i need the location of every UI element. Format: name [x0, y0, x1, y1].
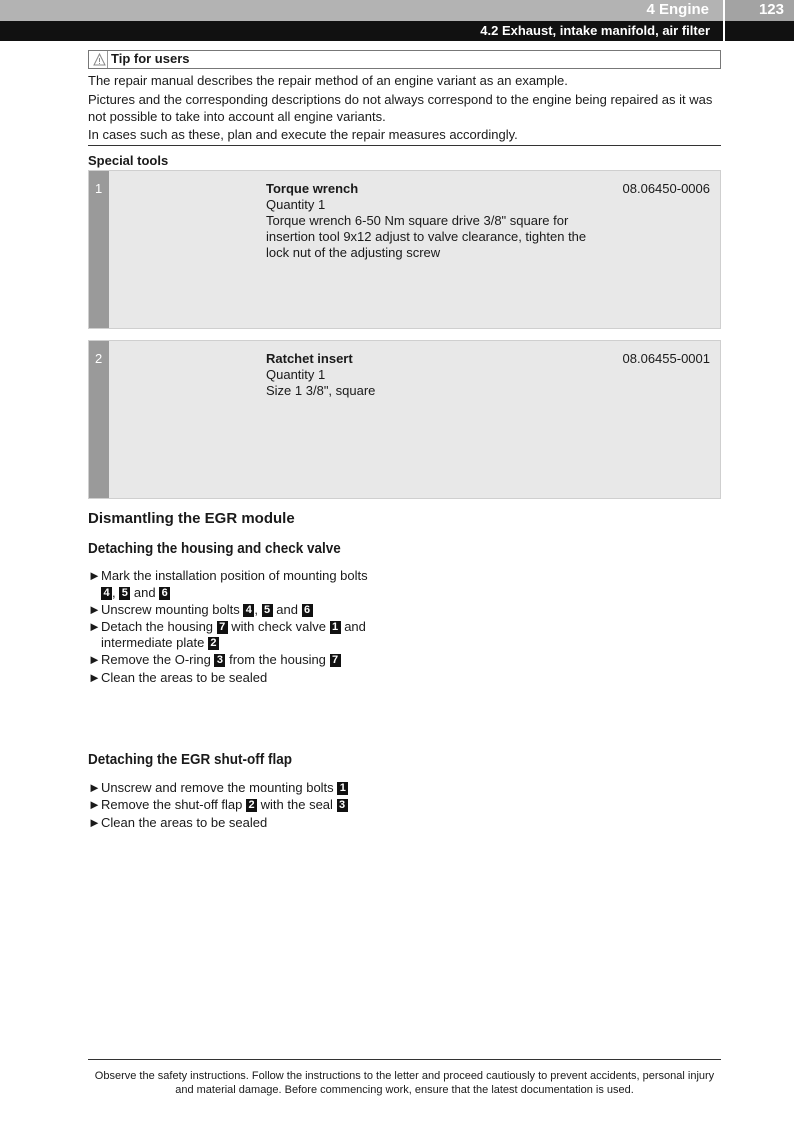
callout-ref: 7: [330, 654, 341, 667]
bullet-arrow-icon: ►: [88, 568, 101, 583]
tool-name: Ratchet insert: [266, 351, 353, 366]
tip-box: [88, 50, 721, 69]
tool-description: [266, 197, 606, 261]
tool-card: [88, 340, 721, 499]
tip-line-1: The repair manual describes the repair method of an engine variant as an example.: [88, 73, 568, 88]
page-number: 123: [758, 1, 784, 18]
tool-description-text: Size 1 3/8", square: [266, 383, 376, 398]
section-header-extension: [725, 21, 794, 41]
callout-ref: 3: [337, 799, 348, 812]
section-heading-housing: Detaching the housing and check valve: [88, 540, 341, 557]
callout-ref: 4: [101, 587, 112, 600]
callout-ref: 6: [302, 604, 313, 617]
callout-ref: 2: [246, 799, 257, 812]
section-header-bar: [0, 21, 723, 41]
step-continuation: 4 , 5 and 6: [101, 584, 170, 601]
chapter-title: 4 Engine: [646, 1, 709, 18]
callout-ref: 5: [262, 604, 273, 617]
step-item: ►Mark the installation position of mounting bolts: [88, 568, 368, 583]
tool-card: [88, 170, 721, 329]
callout-ref: 6: [159, 587, 170, 600]
chapter-header-bar: [0, 0, 723, 21]
tool-quantity: Quantity 1: [266, 367, 326, 382]
callout-ref: 2: [208, 637, 219, 650]
bullet-arrow-icon: ►: [88, 670, 101, 685]
tool-description: [266, 367, 606, 399]
safety-footer: Observe the safety instructions. Follow the instructions to the letter and proceed cautiously to prevent accidents, personal injury and material damage. Before commencing work, ensure that the latest documentation is used.: [94, 1070, 715, 1096]
section-heading-shutoff-flap: Detaching the EGR shut-off flap: [88, 751, 293, 768]
tip-line-3: In cases such as these, plan and execute the repair measures accordingly.: [88, 127, 518, 142]
tool-number: 1: [95, 181, 103, 196]
footer-divider: [88, 1059, 721, 1060]
tool-name: Torque wrench: [266, 181, 359, 196]
tool-part-number: 08.06450-0006: [622, 181, 710, 196]
step-item: ►Clean the areas to be sealed: [88, 670, 268, 685]
step-continuation: intermediate plate 2: [101, 634, 219, 651]
bullet-arrow-icon: ►: [88, 652, 101, 667]
tip-divider: [88, 145, 721, 146]
warning-triangle-icon: [93, 53, 106, 66]
tool-part-number: 08.06455-0001: [622, 351, 710, 366]
callout-ref: 3: [214, 654, 225, 667]
step-item: ►Detach the housing 7 with check valve 1 and: [88, 619, 366, 634]
step-item: ►Remove the O-ring 3 from the housing 7: [88, 651, 341, 668]
callout-ref: 4: [243, 604, 254, 617]
callout-ref: 1: [330, 621, 341, 634]
callout-ref: 1: [337, 782, 348, 795]
step-item: ►Remove the shut-off flap 2 with the seal 3: [88, 796, 348, 813]
bullet-arrow-icon: ►: [88, 780, 101, 795]
section-title: 4.2 Exhaust, intake manifold, air filter: [480, 23, 710, 38]
callout-ref: 7: [217, 621, 228, 634]
tool-quantity: Quantity 1: [266, 197, 326, 212]
tool-description-text: Torque wrench 6-50 Nm square drive 3/8" square for insertion tool 9x12 adjust to valve clearance, tighten the lock nut of the adjusting screw: [266, 213, 587, 260]
page-number-box: [725, 0, 794, 21]
tip-label: Tip for users: [111, 51, 190, 66]
bullet-arrow-icon: ►: [88, 619, 101, 634]
step-item: ►Unscrew and remove the mounting bolts 1: [88, 779, 348, 796]
special-tools-heading: Special tools: [88, 153, 169, 168]
callout-ref: 5: [119, 587, 130, 600]
step-item: ►Clean the areas to be sealed: [88, 815, 268, 830]
bullet-arrow-icon: ►: [88, 602, 101, 617]
step-item: ►Unscrew mounting bolts 4 , 5 and 6: [88, 601, 313, 618]
tool-number: 2: [95, 351, 103, 366]
tip-line-2: Pictures and the corresponding descriptions do not always correspond to the engine being repaired as it was not possible to take into account all engine variants.: [88, 92, 713, 124]
main-heading: Dismantling the EGR module: [88, 510, 295, 527]
tip-separator: [107, 51, 108, 68]
bullet-arrow-icon: ►: [88, 815, 101, 830]
bullet-arrow-icon: ►: [88, 797, 101, 812]
